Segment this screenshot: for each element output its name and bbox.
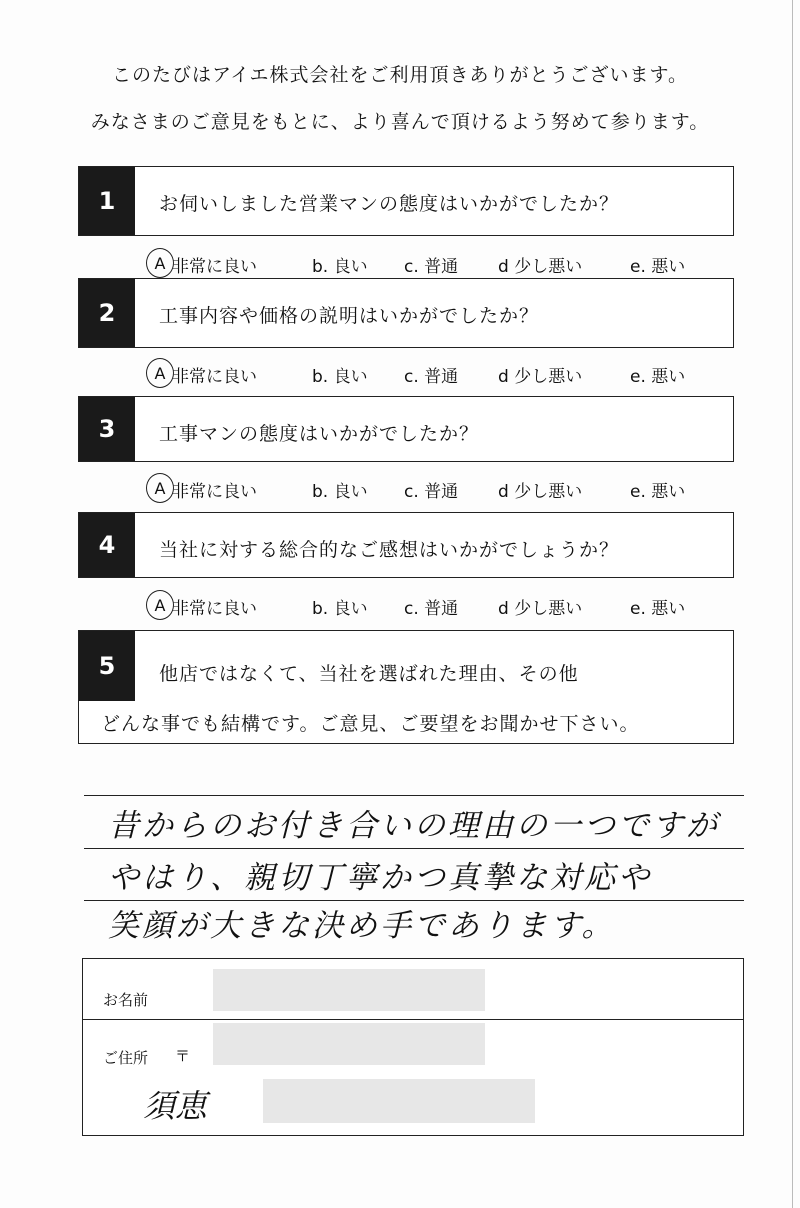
option-a-label: 非常に良い	[172, 599, 257, 619]
option-d-label[interactable]: d 少し悪い	[498, 482, 583, 502]
option-e-label[interactable]: e. 悪い	[630, 599, 686, 619]
question-5-text: 他店ではなくて、当社を選ばれた理由、その他	[159, 663, 579, 685]
question-5-text-2: どんな事でも結構です。ご意見、ご要望をお聞かせ下さい。	[101, 713, 640, 735]
option-c-label[interactable]: c. 普通	[404, 599, 459, 619]
scan-edge	[792, 0, 793, 1208]
option-b-label[interactable]: b. 良い	[312, 599, 368, 619]
question-1-number: 1	[79, 167, 135, 235]
question-4-number: 4	[79, 513, 135, 577]
question-2-text: 工事内容や価格の説明はいかがでしたか？	[159, 305, 540, 327]
comment-rule-2	[84, 848, 744, 849]
question-2-box	[78, 278, 734, 348]
option-e-label[interactable]: e. 悪い	[630, 482, 686, 502]
option-a-label: 非常に良い	[172, 257, 257, 277]
question-3-options	[146, 477, 706, 503]
option-d-label[interactable]: d 少し悪い	[498, 367, 583, 387]
intro-line-2: みなさまのご意見をもとに、より喜んで頂けるよう努めて参ります。	[90, 111, 710, 133]
name-label: お名前	[103, 991, 149, 1009]
question-1-selected-circle[interactable]: A	[146, 248, 174, 278]
question-1-text: お伺いしました営業マンの態度はいかがでしたか？	[159, 193, 620, 215]
postal-mark: 〒	[175, 1047, 191, 1065]
option-b-label[interactable]: b. 良い	[312, 257, 368, 277]
question-4-text: 当社に対する総合的なご感想はいかがでしょうか？	[159, 539, 620, 561]
customer-info-box	[82, 958, 744, 1136]
name-divider	[83, 1019, 743, 1020]
question-5-number: 5	[79, 631, 135, 701]
option-c-label[interactable]: c. 普通	[404, 257, 459, 277]
question-5-box	[78, 630, 734, 744]
question-3-number: 3	[79, 397, 135, 461]
option-b-label[interactable]: b. 良い	[312, 482, 368, 502]
postal-redaction	[213, 1023, 485, 1065]
question-1-box	[78, 166, 734, 236]
option-d-label[interactable]: d 少し悪い	[498, 257, 583, 277]
option-e-label[interactable]: e. 悪い	[630, 257, 686, 277]
question-4-selected-circle[interactable]: A	[146, 590, 174, 620]
option-a-label: 非常に良い	[172, 482, 257, 502]
question-4-box	[78, 512, 734, 578]
question-2-selected-circle[interactable]: A	[146, 358, 174, 388]
question-2-options	[146, 362, 706, 388]
question-4-options	[146, 594, 706, 620]
address-redaction	[263, 1079, 535, 1123]
address-handwritten: 須恵	[143, 1087, 208, 1125]
question-1-options	[146, 252, 706, 278]
question-3-text: 工事マンの態度はいかがでしたか？	[159, 423, 480, 445]
option-e-label[interactable]: e. 悪い	[630, 367, 686, 387]
comment-line-3: 笑顔が大きな決め手であります。	[108, 908, 616, 944]
address-label: ご住所	[103, 1049, 149, 1067]
option-b-label[interactable]: b. 良い	[312, 367, 368, 387]
option-c-label[interactable]: c. 普通	[404, 482, 459, 502]
comment-rule-1	[84, 795, 744, 796]
question-2-number: 2	[79, 279, 135, 347]
option-c-label[interactable]: c. 普通	[404, 367, 459, 387]
option-d-label[interactable]: d 少し悪い	[498, 599, 583, 619]
intro-line-1: このたびはアイエ株式会社をご利用頂きありがとうございます。	[111, 64, 688, 86]
comment-line-1: 昔からのお付き合いの理由の一つですが	[108, 808, 720, 844]
question-3-selected-circle[interactable]: A	[146, 473, 174, 503]
option-a-label: 非常に良い	[172, 367, 257, 387]
comment-line-2: やはり、親切丁寧かつ真摯な対応や	[108, 860, 652, 896]
question-3-box	[78, 396, 734, 462]
name-redaction	[213, 969, 485, 1011]
